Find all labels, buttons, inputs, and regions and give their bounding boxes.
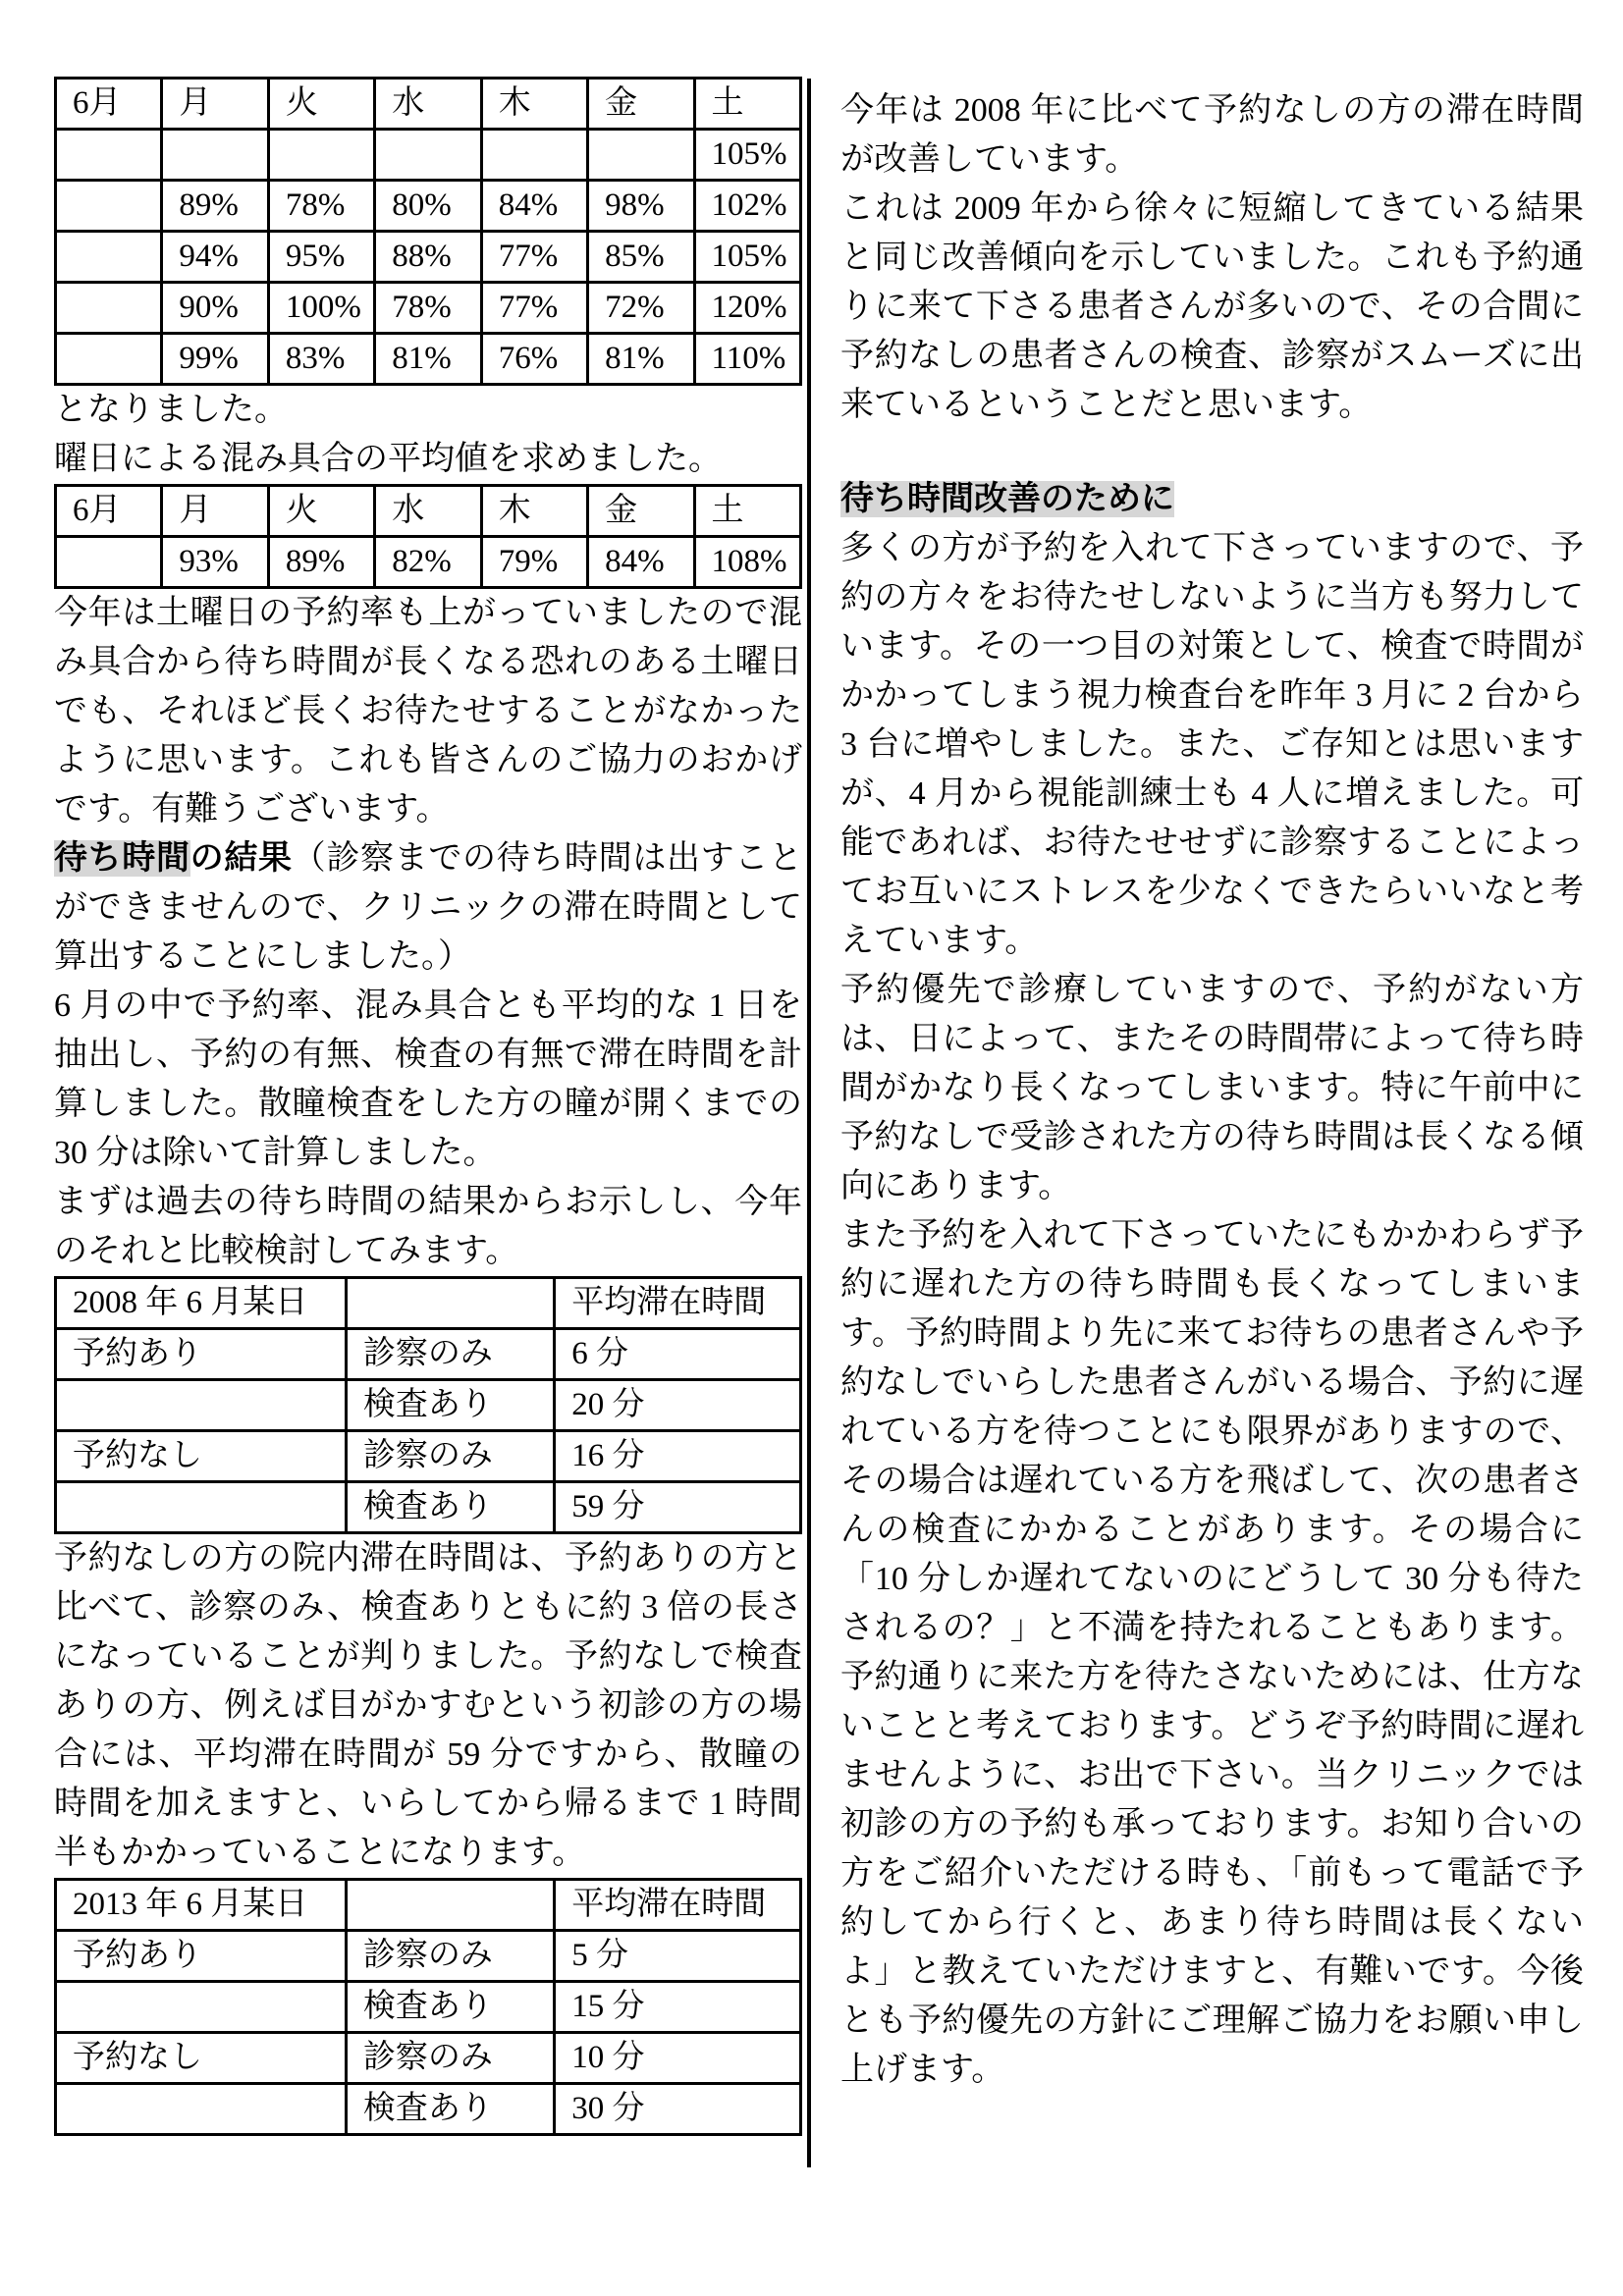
table-cell: 59 分 <box>555 1482 801 1533</box>
weekly-congestion-table <box>54 77 802 386</box>
analysis-paragraph: 予約なしの方の院内滞在時間は、予約ありの方と比べて、診察のみ、検査ありともに約 3 倍の長さになっていることが判りました。予約なしで検査ありの方、例えば目がかすむという初診の方の場合には、平均滞在時間が 59 分ですから、散瞳の時間を加えますと、いらしてから帰るまで 1 時間半もかかっていることになります。 <box>54 1540 802 1871</box>
table-cell: 診察のみ <box>346 2033 554 2084</box>
table-cell <box>346 1880 554 1931</box>
weekday-average-table <box>54 484 802 589</box>
table-cell: 平均滞在時間 <box>555 1880 801 1931</box>
table-cell: 予約あり <box>56 1329 347 1380</box>
stay-time-2013-table <box>54 1878 802 2136</box>
intro-compare-paragraph: まずは過去の待ち時間の結果からお示しし、今年のそれと比較検討してみます。 <box>54 1184 802 1269</box>
table-row <box>56 537 801 588</box>
table-cell: 検査あり <box>346 1482 554 1533</box>
table-cell: 72% <box>588 283 694 334</box>
saturday-paragraph: 今年は土曜日の予約率も上がっていましたので混み具合から待ち時間が長くなる恐れのある土曜日でも、それほど長くお待たせすることがなかったように思います。これも皆さんのご協力のおかげです。有難うございます。 <box>54 595 802 828</box>
table-cell: 80% <box>375 181 481 232</box>
table-cell: 16 分 <box>555 1431 801 1482</box>
table-row <box>56 1982 801 2033</box>
table-cell: 110% <box>694 334 800 385</box>
table-cell: 火 <box>268 79 374 130</box>
table-cell: 79% <box>481 537 587 588</box>
table-cell: 5 分 <box>555 1931 801 1982</box>
table-cell: 98% <box>588 181 694 232</box>
wait-result-heading-rest: の結果 <box>189 840 293 877</box>
table-cell: 6月 <box>56 79 162 130</box>
wait-result-paragraph <box>54 834 802 982</box>
table-cell: 78% <box>375 283 481 334</box>
table-row <box>56 1482 801 1533</box>
table-cell: 84% <box>481 181 587 232</box>
table-row <box>56 1380 801 1431</box>
table-row <box>56 486 801 537</box>
right-column <box>840 86 1584 2095</box>
table-cell: 102% <box>694 181 800 232</box>
table-cell: 金 <box>588 79 694 130</box>
table-cell: 78% <box>268 181 374 232</box>
table-row <box>56 181 801 232</box>
table-cell: 99% <box>162 334 268 385</box>
method-paragraph: 6 月の中で予約率、混み具合とも平均的な 1 日を抽出し、予約の有無、検査の有無で滞在時間を計算しました。散瞳検査をした方の瞳が開くまでの 30 分は除いて計算しました。 <box>54 988 802 1171</box>
table-cell: 20 分 <box>555 1380 801 1431</box>
improvement-paragraph-2: これは 2009 年から徐々に短縮してきている結果と同じ改善傾向を示していました。これも予約通りに来て下さる患者さんが多いので、その合間に予約なしの患者さんの検査、診察がスムーズに出来ているということだと思います。 <box>840 190 1584 423</box>
table-cell: 検査あり <box>346 2084 554 2135</box>
table-cell <box>56 1380 347 1431</box>
table-cell <box>162 130 268 181</box>
table-cell: 2008 年 6 月某日 <box>56 1278 347 1329</box>
table-cell: 76% <box>481 334 587 385</box>
table-cell <box>56 537 162 588</box>
table-cell: 検査あり <box>346 1982 554 2033</box>
table-cell: 土 <box>694 79 800 130</box>
table-cell: 木 <box>481 79 587 130</box>
table-cell: 84% <box>588 537 694 588</box>
table-cell: 89% <box>162 181 268 232</box>
table-cell: 15 分 <box>555 1982 801 2033</box>
table-cell <box>56 283 162 334</box>
table-cell: 89% <box>268 537 374 588</box>
priority-paragraph: 予約優先で診療していますので、予約がない方は、日によって、またその時間帯によって待ち時間がかなり長くなってしまいます。特に午前中に予約なしで受診された方の待ち時間は長くなる傾向にあります。 <box>840 972 1584 1204</box>
table-row <box>56 1278 801 1329</box>
table-cell: 予約なし <box>56 1431 347 1482</box>
table-cell: 6月 <box>56 486 162 537</box>
table-row <box>56 79 801 130</box>
improvement-heading-line <box>840 475 1584 524</box>
table-row <box>56 1880 801 1931</box>
table-row <box>56 1431 801 1482</box>
table-row <box>56 1329 801 1380</box>
table-cell: 100% <box>268 283 374 334</box>
average-intro: 曜日による混み具合の平均値を求めました。 <box>54 441 722 477</box>
table-row <box>56 283 801 334</box>
table-cell <box>56 1982 347 2033</box>
table-cell: 105% <box>694 130 800 181</box>
table-cell: 85% <box>588 232 694 283</box>
table-cell: 95% <box>268 232 374 283</box>
table-cell: 火 <box>268 486 374 537</box>
table-cell: 予約なし <box>56 2033 347 2084</box>
table-cell: 木 <box>481 486 587 537</box>
table-cell: 83% <box>268 334 374 385</box>
table-cell: 金 <box>588 486 694 537</box>
table-row <box>56 2084 801 2135</box>
table-cell <box>56 181 162 232</box>
table-cell: 81% <box>375 334 481 385</box>
left-column <box>54 77 802 2136</box>
table-cell: 10 分 <box>555 2033 801 2084</box>
table-cell: 月 <box>162 486 268 537</box>
table-cell: 93% <box>162 537 268 588</box>
table-cell: 検査あり <box>346 1380 554 1431</box>
table-cell: 土 <box>694 486 800 537</box>
table-cell: 水 <box>375 79 481 130</box>
after-weekly-note: となりました。 <box>54 392 288 428</box>
table-cell: 診察のみ <box>346 1431 554 1482</box>
table-cell <box>56 232 162 283</box>
table-cell: 平均滞在時間 <box>555 1278 801 1329</box>
table-cell <box>56 334 162 385</box>
improvement-heading: 待ち時間改善のために <box>840 481 1174 517</box>
table-cell: 105% <box>694 232 800 283</box>
table-cell: 94% <box>162 232 268 283</box>
measures-paragraph: 多くの方が予約を入れて下さっていますので、予約の方々をお待たせしないように当方も努力しています。その一つ目の対策として、検査で時間がかかってしまう視力検査台を昨年 3 月に 2 台から 3 台に増やしました。また、ご存知とは思いますが、4 月から視能訓練士も 4 人に増えました。可能であれば、お待たせせずに診察することによってお互いにストレスを少なくできたらいいなと考えています。 <box>840 530 1584 959</box>
table-cell: 90% <box>162 283 268 334</box>
table-cell: 2013 年 6 月某日 <box>56 1880 347 1931</box>
table-cell <box>56 130 162 181</box>
table-cell <box>56 2084 347 2135</box>
table-row <box>56 130 801 181</box>
table-row <box>56 2033 801 2084</box>
table-row <box>56 1931 801 1982</box>
table-cell: 30 分 <box>555 2084 801 2135</box>
table-cell <box>56 1482 347 1533</box>
wait-result-note: （診察までの待ち時間は出すことができませんので、クリニックの滞在時間として算出することにしました。） <box>54 840 803 975</box>
table-cell: 81% <box>588 334 694 385</box>
table-cell <box>481 130 587 181</box>
wait-result-heading-highlight: 待ち時間 <box>54 840 190 877</box>
table-cell: 77% <box>481 283 587 334</box>
table-row <box>56 334 801 385</box>
table-cell: 予約あり <box>56 1931 347 1982</box>
table-cell <box>268 130 374 181</box>
table-cell: 月 <box>162 79 268 130</box>
table-cell: 水 <box>375 486 481 537</box>
table-cell <box>588 130 694 181</box>
improvement-paragraph-1: 今年は 2008 年に比べて予約なしの方の滞在時間が改善しています。 <box>840 92 1584 178</box>
late-paragraph: また予約を入れて下さっていたにもかかわらず予約に遅れた方の待ち時間も長くなってしまいます。予約時間より先に来てお待ちの患者さんや予約なしでいらした患者さんがいる場合、予約に遅れている方を待つことにも限界がありますので、その場合は遅れている方を飛ばして、次の患者さんの検査にかかることがあります。その場合に「10 分しか遅れてないのにどうして 30 分も待たされるの？」と不満を持たれることもあります。予約通りに来た方を待たさないためには、仕方ないことと考えております。どうぞ予約時間に遅れませんように、お出で下さい。当クリニックでは初診の方の予約も承っております。お知り合いの方をご紹介いただける時も、「前もって電話で予約してから行くと、あまり待ち時間は長くないよ」と教えていただけますと、有難いです。今後とも予約優先の方針にご理解ご協力をお願い申し上げます。 <box>840 1217 1584 2088</box>
table-cell: 88% <box>375 232 481 283</box>
table-cell: 診察のみ <box>346 1931 554 1982</box>
table-cell: 6 分 <box>555 1329 801 1380</box>
stay-time-2008-table <box>54 1276 802 1534</box>
column-divider <box>807 79 811 2167</box>
table-cell: 120% <box>694 283 800 334</box>
table-cell <box>375 130 481 181</box>
table-cell: 82% <box>375 537 481 588</box>
table-cell: 診察のみ <box>346 1329 554 1380</box>
table-cell: 108% <box>694 537 800 588</box>
table-cell: 77% <box>481 232 587 283</box>
table-row <box>56 232 801 283</box>
table-cell <box>346 1278 554 1329</box>
